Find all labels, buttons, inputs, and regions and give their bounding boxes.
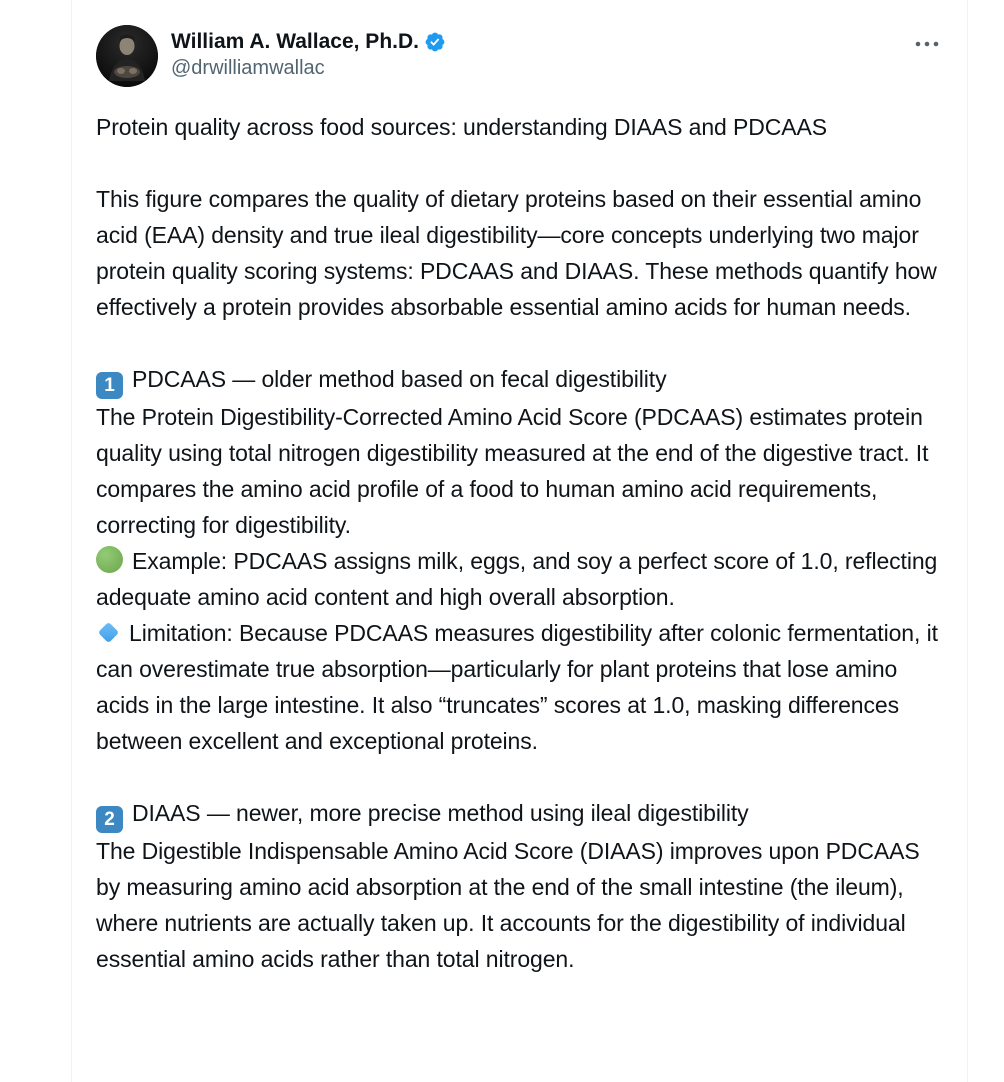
section-1-limitation: Limitation: Because PDCAAS measures digestibility after colonic fermentation, it can overestimate true absorption—particularly for plant proteins that lose amino acids in the large intestine. It also “truncates” scores at 1.0, masking differences between excellent and exceptional proteins. <box>96 620 938 754</box>
section-1-body: The Protein Digestibility-Corrected Amino Acid Score (PDCAAS) estimates protein quality using total nitrogen digestibility measured at the end of the digestive tract. It compares the amino acid profile of a food to human amino acid requirements, correcting for digestibility. <box>96 404 929 538</box>
blue-diamond-icon <box>96 620 123 647</box>
three-dots-icon <box>915 41 939 47</box>
section-2-body: The Digestible Indispensable Amino Acid Score (DIAAS) improves upon PDCAAS by measuring amino acid absorption at the end of the small intestine (the ileum), where nutrients are actually taken up. It accounts for the digestibility of individual essential amino acids rather than total nitrogen. <box>96 838 920 972</box>
tweet-section-1 <box>96 361 943 759</box>
tweet-header <box>96 25 943 87</box>
section-1-example: Example: PDCAAS assigns milk, eggs, and soy a perfect score of 1.0, reflecting adequate amino acid content and high overall absorption. <box>96 548 938 610</box>
avatar-photo <box>96 25 158 87</box>
keycap-2-icon: 2 <box>96 806 123 833</box>
verified-badge-icon[interactable] <box>424 31 446 53</box>
avatar[interactable] <box>96 25 158 87</box>
section-1-heading: PDCAAS — older method based on fecal digestibility <box>132 366 667 392</box>
tweet-text <box>96 109 943 977</box>
author-name[interactable]: William A. Wallace, Ph.D. <box>171 30 419 53</box>
author-name-row <box>171 29 911 55</box>
more-button[interactable] <box>911 27 943 58</box>
tweet-title: Protein quality across food sources: understanding DIAAS and PDCAAS <box>96 114 827 140</box>
section-2-heading: DIAAS — newer, more precise method using ileal digestibility <box>132 800 749 826</box>
tweet <box>71 0 968 1082</box>
author-handle[interactable]: @drwilliamwallac <box>171 57 325 79</box>
green-circle-icon <box>96 546 123 573</box>
tweet-intro: This figure compares the quality of dietary proteins based on their essential amino acid (EAA) density and true ileal digestibility—core concepts underlying two major protein quality scoring systems: PDCAAS and DIAAS. These methods quantify how effectively a protein provides absorbable essential amino acids for human needs. <box>96 186 937 320</box>
keycap-1-icon: 1 <box>96 372 123 399</box>
author-block <box>171 25 911 81</box>
tweet-section-2 <box>96 795 943 977</box>
